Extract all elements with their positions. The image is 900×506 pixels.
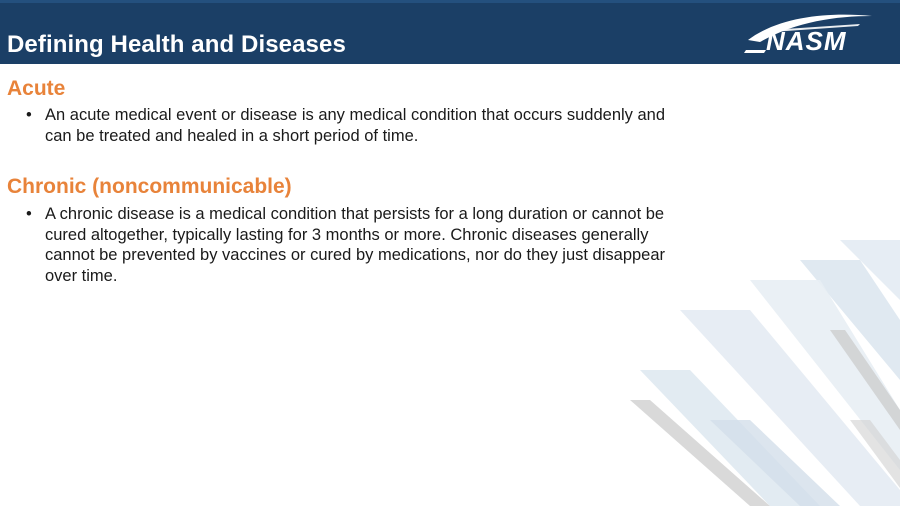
section-heading-acute: Acute: [7, 77, 66, 100]
bullet-text: An acute medical event or disease is any medical condition that occurs suddenly and can be treated and healed in a short period of time.: [45, 106, 666, 145]
decorative-stripes: [600, 220, 900, 506]
logo-wordmark: NASM: [766, 26, 847, 56]
bullet-marker: •: [26, 205, 32, 223]
bullet-text: A chronic disease is a medical condition that persists for a long duration or cannot be cured altogether, typically lasting for 3 months or more. Chronic diseases generally cannot be prevented by vaccines or cured by medications, nor do they just disappear over time.: [45, 205, 666, 285]
header-accent-line: [0, 0, 900, 3]
section-heading-chronic: Chronic (noncommunicable): [7, 175, 292, 198]
nasm-logo: [740, 10, 880, 58]
header-bar: [0, 0, 900, 64]
bullet-marker: •: [26, 106, 32, 124]
slide-title: Defining Health and Diseases: [7, 31, 346, 58]
